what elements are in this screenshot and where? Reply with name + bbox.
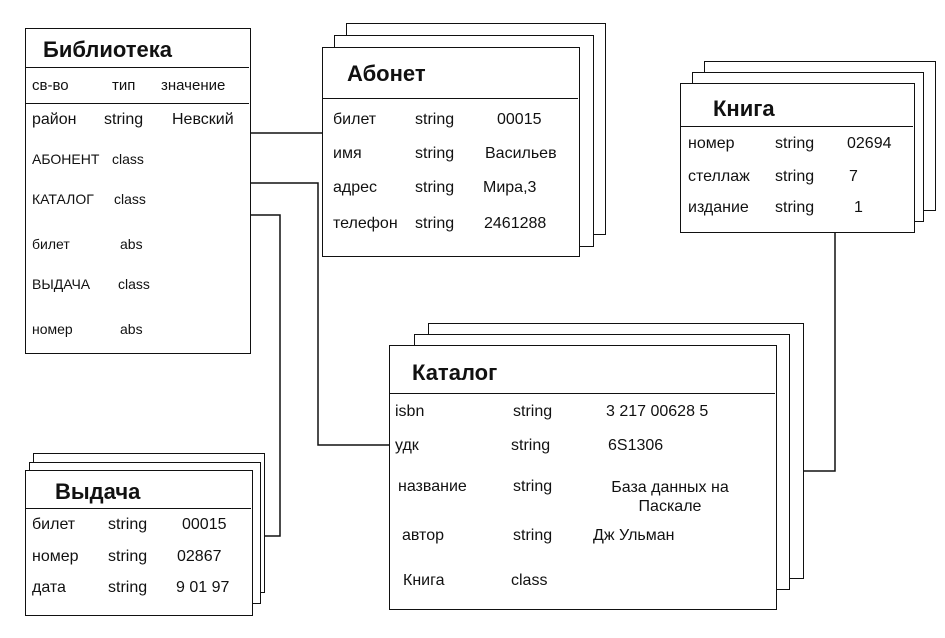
subscriber-row-0-value: 00015: [497, 111, 542, 128]
catalog-title: Каталог: [412, 360, 498, 385]
library-row-5-type: abs: [120, 321, 143, 337]
issue-card: [25, 470, 253, 616]
catalog-row-3-property: автор: [402, 527, 444, 544]
subscriber-row-3-value: 2461288: [484, 215, 547, 232]
subscriber-title: Абонет: [347, 61, 426, 86]
library-row-5-property: номер: [32, 321, 73, 337]
library-header-property: св-во: [32, 77, 69, 94]
subscriber-row-2-type: string: [415, 179, 455, 196]
library-header-divider: [26, 103, 249, 104]
catalog-title-divider: [390, 393, 775, 394]
catalog-row-2-property: название: [398, 478, 467, 495]
book-row-0-property: номер: [688, 135, 735, 152]
book-title: Книга: [713, 96, 775, 121]
subscriber-row-2-property: адрес: [333, 179, 378, 196]
library-card: [25, 28, 251, 354]
catalog-row-1-type: string: [511, 437, 551, 454]
subscriber-row-0-property: билет: [333, 111, 377, 128]
library-header-value: значение: [161, 77, 226, 94]
library-row-4-property: ВЫДАЧА: [32, 276, 91, 292]
subscriber-row-0-type: string: [415, 111, 455, 128]
catalog-row-1-value: 6S1306: [608, 437, 664, 454]
issue-row-2-value: 9 01 97: [176, 579, 230, 596]
library-title: Библиотека: [43, 37, 173, 62]
book-row-1-type: string: [775, 168, 815, 185]
catalog-row-3-type: string: [513, 527, 553, 544]
book-row-2-property: издание: [688, 199, 749, 216]
subscriber-card: [322, 47, 580, 257]
catalog-row-0-type: string: [513, 403, 553, 420]
subscriber-row-1-value: Васильев: [485, 145, 557, 162]
book-row-0-type: string: [775, 135, 815, 152]
catalog-card: [389, 345, 777, 610]
library-row-0-property: район: [32, 111, 77, 128]
issue-row-0-value: 00015: [182, 516, 227, 533]
issue-row-1-type: string: [108, 548, 148, 565]
library-row-1-type: class: [112, 151, 144, 167]
library-title-divider: [26, 67, 249, 68]
book-card: [680, 83, 915, 233]
issue-row-1-value: 02867: [177, 548, 222, 565]
library-row-0-value: Невский: [172, 111, 234, 128]
catalog-row-1-property: удк: [395, 437, 419, 454]
catalog-row-4-type: class: [511, 572, 548, 589]
subscriber-row-3-property: телефон: [333, 215, 398, 232]
issue-title-divider: [26, 508, 251, 509]
book-row-2-type: string: [775, 199, 815, 216]
library-row-2-type: class: [114, 191, 146, 207]
library-row-0-type: string: [104, 111, 144, 128]
book-row-2-value: 1: [854, 199, 863, 216]
library-header-type: тип: [112, 77, 136, 94]
catalog-row-4-property: Книга: [403, 572, 445, 589]
issue-row-2-property: дата: [32, 579, 66, 596]
catalog-row-3-value: Дж Ульман: [593, 527, 675, 544]
library-row-3-property: билет: [32, 236, 70, 252]
library-row-1-property: АБОНЕНТ: [32, 151, 100, 167]
catalog-row-2-value: База данных на Паскале: [611, 479, 729, 515]
subscriber-title-divider: [323, 98, 578, 99]
library-row-4-type: class: [118, 276, 150, 292]
catalog-row-0-value: 3 217 00628 5: [606, 403, 709, 420]
issue-row-1-property: номер: [32, 548, 79, 565]
issue-row-2-type: string: [108, 579, 148, 596]
book-row-1-property: стеллаж: [688, 168, 750, 185]
subscriber-row-3-type: string: [415, 215, 455, 232]
catalog-row-0-property: isbn: [395, 403, 425, 420]
book-row-0-value: 02694: [847, 135, 892, 152]
library-row-3-type: abs: [120, 236, 143, 252]
library-row-2-property: КАТАЛОГ: [32, 191, 94, 207]
subscriber-row-1-property: имя: [333, 145, 362, 162]
book-title-divider: [681, 126, 913, 127]
catalog-row-2-type: string: [513, 478, 553, 495]
issue-row-0-property: билет: [32, 516, 76, 533]
subscriber-row-2-value: Мира,3: [483, 179, 537, 196]
subscriber-row-1-type: string: [415, 145, 455, 162]
issue-row-0-type: string: [108, 516, 148, 533]
issue-title: Выдача: [55, 479, 141, 504]
book-row-1-value: 7: [849, 168, 858, 185]
